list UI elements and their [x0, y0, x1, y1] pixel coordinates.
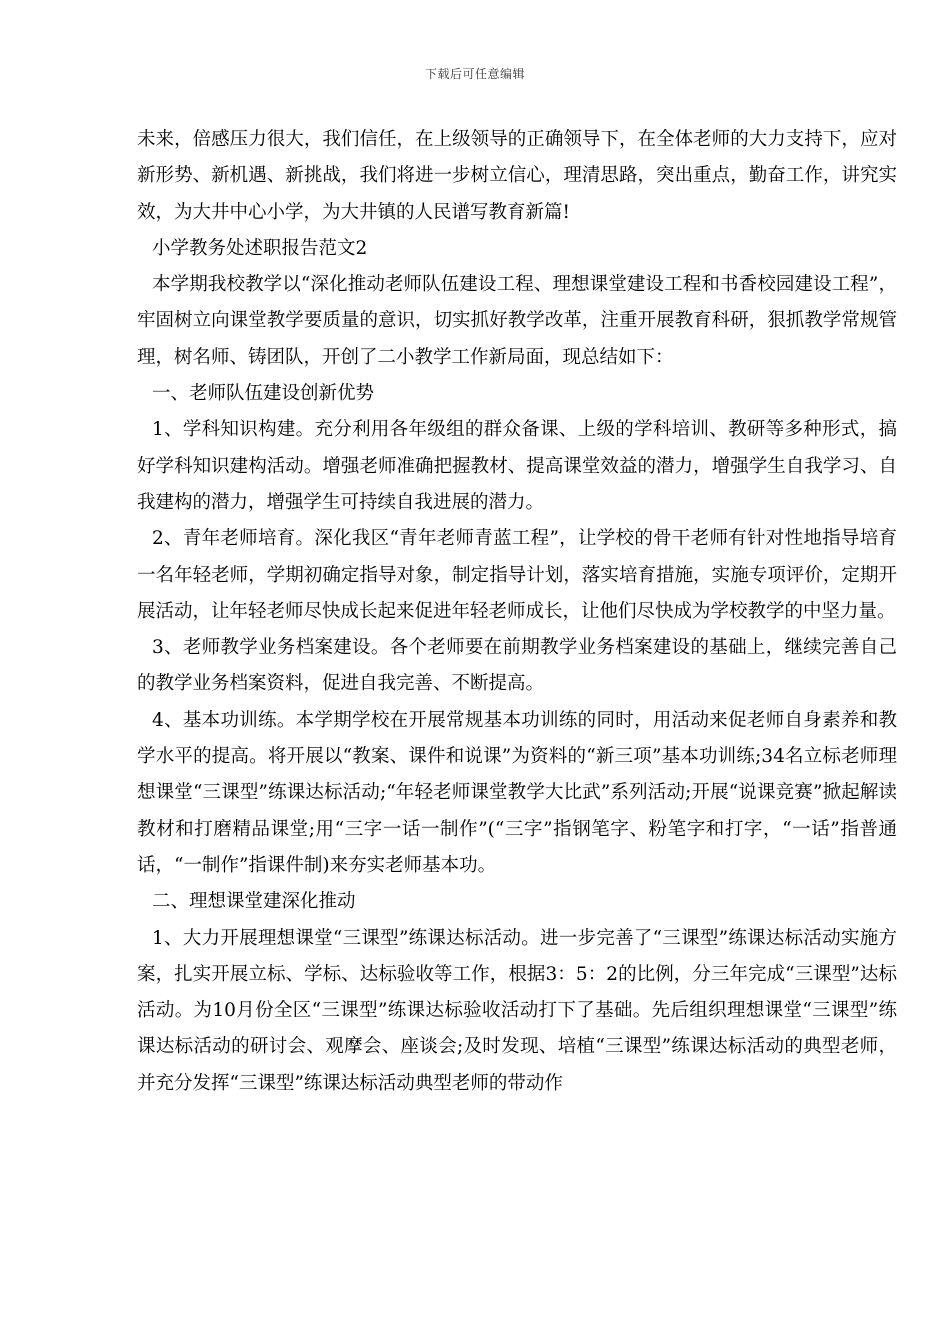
paragraph-intro: 本学期我校教学以“深化推动老师队伍建设工程、理想课堂建设工程和书香校园建设工程”，牢固树立向课堂教学要质量的意识，切实抓好教学改革，注重开展教育科研，狠抓教学常规管理，树名师、铸团队，开创了二小教学工作新局面，现总结如下： — [137, 274, 897, 368]
heading-1: 一、老师队伍建设创新优势 — [152, 383, 375, 405]
document-body — [137, 122, 897, 1102]
paragraph-item-3: 3、老师教学业务档案建设。各个老师要在前期教学业务档案建设的基础上，继续完善自己的教学业务档案资料，促进自我完善、不断提高。 — [137, 637, 897, 695]
paragraph-closing: 未来，倍感压力很大，我们信任，在上级领导的正确领导下，在全体老师的大力支持下，应对新形势、新机遇、新挑战，我们将进一步树立信心，理清思路，突出重点，勤奋工作，讲究实效，为大井中心小学，为大井镇的人民谱写教育新篇! — [137, 129, 897, 223]
heading-2: 二、理想课堂建深化推动 — [152, 891, 356, 913]
header-note: 下载后可任意编辑 — [424, 67, 525, 81]
paragraph-item-2-1: 1、大力开展理想课堂“三课型”练课达标活动。进一步完善了“三课型”练课达标活动实施方案，扎实开展立标、学标、达标验收等工作，根据3：5：2的比例，分三年完成“三课型”达标活动。为10月份全区“三课型”练课达标验收活动打下了基础。先后组织理想课堂“三课型”练课达标活动的研讨会、观摩会、座谈会;及时发现、培植“三课型”练课达标活动的典型老师，并充分发挥“三课型”练课达标活动典型老师的带动作 — [137, 927, 897, 1094]
paragraph-item-1: 1、学科知识构建。充分利用各年级组的群众备课、上级的学科培训、教研等多种形式，搞好学科知识建构活动。增强老师准确把握教材、提高课堂效益的潜力，增强学生自我学习、自我建构的潜力，增强学生可持续自我进展的潜力。 — [137, 419, 897, 513]
section-title: 小学教务处述职报告范文2 — [152, 237, 368, 259]
paragraph-item-2: 2、青年老师培育。深化我区“青年老师青蓝工程”，让学校的骨干老师有针对性地指导培育一名年轻老师，学期初确定指导对象，制定指导计划，落实培育措施，实施专项评价，定期开展活动，让年轻老师尽快成长起来促进年轻老师成长，让他们尽快成为学校教学的中坚力量。 — [137, 528, 897, 622]
paragraph-item-4: 4、基本功训练。本学期学校在开展常规基本功训练的同时，用活动来促老师自身素养和教学水平的提高。将开展以“教案、课件和说课”为资料的“新三项”基本功训练;34名立标老师理想课堂“三课型”练课达标活动;“年轻老师课堂教学大比武”系列活动;开展“说课竞赛”掀起解读教材和打磨精品课堂;用“三字一话一制作”(“三字”指钢笔字、粉笔字和打字，“一话”指普通话，“一制作”指课件制)来夯实老师基本功。 — [137, 709, 897, 876]
